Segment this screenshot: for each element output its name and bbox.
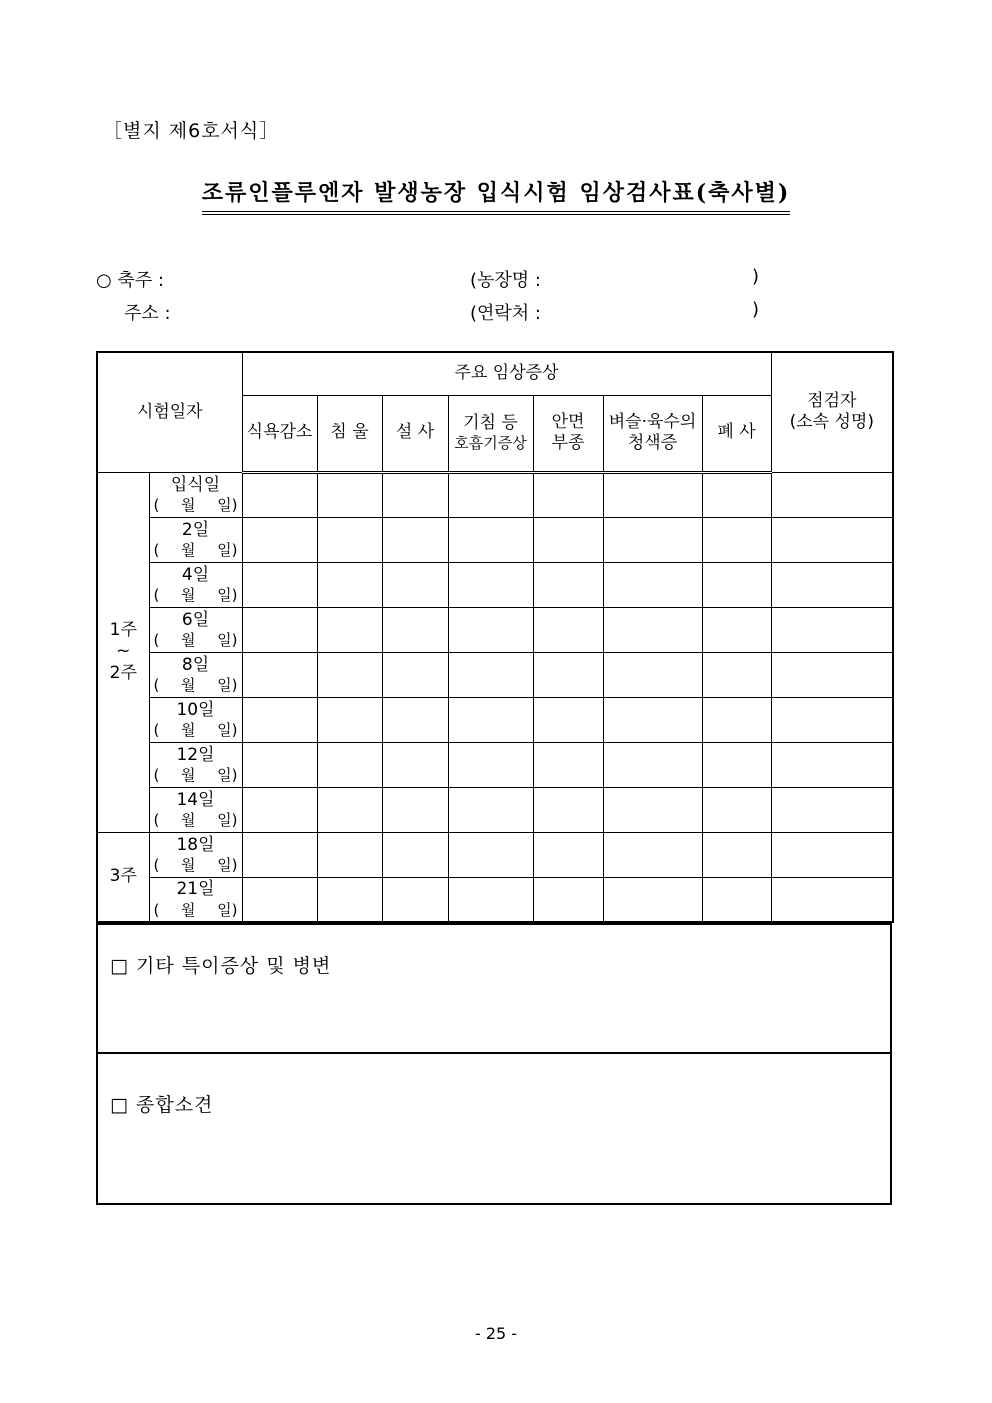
date-day-label: 일) <box>217 720 238 739</box>
entry-cell[interactable] <box>603 607 702 652</box>
symptom-col-label: 청색증 <box>627 433 678 453</box>
entry-cell[interactable] <box>382 652 448 697</box>
entry-cell[interactable] <box>382 517 448 562</box>
entry-cell[interactable] <box>603 697 702 742</box>
day-label: 18일 <box>176 834 215 855</box>
entry-cell[interactable] <box>242 562 317 607</box>
entry-cell[interactable] <box>448 877 533 922</box>
date-day-label: 일) <box>217 630 238 649</box>
entry-cell[interactable] <box>533 652 603 697</box>
entry-cell[interactable] <box>382 877 448 922</box>
day-label: 12일 <box>176 744 215 765</box>
entry-cell[interactable] <box>702 607 771 652</box>
symptom-col-diarrhea <box>382 395 448 472</box>
entry-cell[interactable] <box>771 652 893 697</box>
week-group-label: 2주 <box>109 662 137 683</box>
date-cell <box>149 877 242 922</box>
date-open-paren: ( <box>153 810 160 829</box>
entry-cell[interactable] <box>242 517 317 562</box>
entry-cell[interactable] <box>702 472 771 517</box>
entry-cell[interactable] <box>702 697 771 742</box>
month-day-placeholder <box>150 586 242 605</box>
symptom-col-appetite <box>242 395 317 472</box>
entry-cell[interactable] <box>603 517 702 562</box>
symptom-col-label: 식욕감소 <box>246 422 313 443</box>
date-day-label: 일) <box>217 855 238 874</box>
entry-cell[interactable] <box>771 787 893 832</box>
entry-cell[interactable] <box>382 472 448 517</box>
date-day-label: 일) <box>217 900 238 919</box>
other-symptoms-section <box>96 923 892 1054</box>
week-group-label: ~ <box>116 641 131 662</box>
symptom-col-label: 부종 <box>551 433 585 453</box>
entry-cell[interactable] <box>702 787 771 832</box>
symptoms-header: 주요 임상증상 <box>242 352 771 395</box>
entry-cell[interactable] <box>533 472 603 517</box>
date-cell <box>149 562 242 607</box>
entry-cell[interactable] <box>533 517 603 562</box>
entry-cell[interactable] <box>382 562 448 607</box>
entry-cell[interactable] <box>448 517 533 562</box>
date-open-paren: ( <box>153 585 160 604</box>
week-group-1-2 <box>97 472 149 832</box>
document-title <box>0 176 992 215</box>
entry-cell[interactable] <box>242 607 317 652</box>
symptom-col-facial-edema <box>533 395 603 472</box>
date-cell <box>149 652 242 697</box>
symptom-col-mortality <box>702 395 771 472</box>
entry-cell[interactable] <box>448 472 533 517</box>
entry-cell[interactable] <box>603 562 702 607</box>
other-symptoms-label: □ 기타 특이증상 및 병변 <box>110 955 332 977</box>
date-cell <box>149 607 242 652</box>
table-row <box>97 562 893 607</box>
entry-cell[interactable] <box>317 472 382 517</box>
month-day-placeholder <box>150 676 242 695</box>
inspector-header-line2: (소속 성명) <box>789 412 874 433</box>
farm-name-label: (농장명 : <box>470 270 541 291</box>
entry-cell[interactable] <box>317 562 382 607</box>
entry-cell[interactable] <box>533 697 603 742</box>
date-open-paren: ( <box>153 855 160 874</box>
inspector-header <box>771 352 893 472</box>
month-day-placeholder <box>150 541 242 560</box>
contact-label: (연락처 : <box>470 303 541 324</box>
entry-cell[interactable] <box>771 562 893 607</box>
entry-cell[interactable] <box>771 877 893 922</box>
day-label: 21일 <box>176 879 215 900</box>
month-day-placeholder <box>150 721 242 740</box>
symptom-col-label: 안면 <box>551 411 585 432</box>
date-day-label: 일) <box>217 495 238 514</box>
clinical-inspection-table <box>96 351 894 923</box>
table-row <box>97 877 893 922</box>
day-label: 2일 <box>181 519 210 540</box>
date-open-paren: ( <box>153 765 160 784</box>
entry-cell[interactable] <box>382 742 448 787</box>
entry-cell[interactable] <box>702 832 771 877</box>
symptom-col-respiratory <box>448 395 533 472</box>
day-label: 10일 <box>176 699 215 720</box>
entry-cell[interactable] <box>603 787 702 832</box>
entry-cell[interactable] <box>382 697 448 742</box>
page-number: - 25 - <box>474 1324 518 1343</box>
table-row <box>97 742 893 787</box>
table-row <box>97 607 893 652</box>
date-cell <box>149 472 242 517</box>
date-open-paren: ( <box>153 720 160 739</box>
date-month-label: 월 <box>181 765 196 784</box>
entry-cell[interactable] <box>702 517 771 562</box>
date-open-paren: ( <box>153 495 160 514</box>
entry-cell[interactable] <box>771 832 893 877</box>
month-day-placeholder <box>150 496 242 515</box>
entry-cell[interactable] <box>448 607 533 652</box>
date-day-label: 일) <box>217 540 238 559</box>
date-day-label: 일) <box>217 810 238 829</box>
date-month-label: 월 <box>181 495 196 514</box>
entry-cell[interactable] <box>702 652 771 697</box>
date-month-label: 월 <box>181 540 196 559</box>
entry-cell[interactable] <box>771 607 893 652</box>
entry-cell[interactable] <box>317 697 382 742</box>
day-label: 4일 <box>181 564 210 585</box>
day-label: 8일 <box>181 654 210 675</box>
table-row <box>97 472 893 517</box>
entry-cell[interactable] <box>317 607 382 652</box>
entry-cell[interactable] <box>771 697 893 742</box>
entry-cell[interactable] <box>533 877 603 922</box>
table-row <box>97 517 893 562</box>
date-month-label: 월 <box>181 855 196 874</box>
symptom-col-label: 호흡기증상 <box>454 434 527 453</box>
inspector-header-line1: 점검자 <box>807 391 857 411</box>
table-row <box>97 832 893 877</box>
month-day-placeholder <box>150 901 242 920</box>
symptom-col-depression <box>317 395 382 472</box>
entry-cell[interactable] <box>242 877 317 922</box>
entry-cell[interactable] <box>317 787 382 832</box>
date-day-label: 일) <box>217 585 238 604</box>
table-row <box>97 787 893 832</box>
entry-cell[interactable] <box>603 472 702 517</box>
month-day-placeholder <box>150 631 242 650</box>
entry-cell[interactable] <box>317 742 382 787</box>
document-title-text: 조류인플루엔자 발생농장 입식시험 임상검사표(축사별) <box>202 176 791 215</box>
symptom-col-label: 기침 등 <box>463 413 518 433</box>
day-label: 입식일 <box>170 474 221 495</box>
entry-cell[interactable] <box>603 877 702 922</box>
entry-cell[interactable] <box>533 832 603 877</box>
entry-cell[interactable] <box>448 697 533 742</box>
symptom-col-label: 벼슬·육수의 <box>608 411 697 432</box>
entry-cell[interactable] <box>242 787 317 832</box>
entry-cell[interactable] <box>242 472 317 517</box>
entry-cell[interactable] <box>317 517 382 562</box>
entry-cell[interactable] <box>317 877 382 922</box>
entry-cell[interactable] <box>448 832 533 877</box>
date-month-label: 월 <box>181 810 196 829</box>
overall-opinion-section <box>96 1052 892 1205</box>
entry-cell[interactable] <box>771 472 893 517</box>
date-month-label: 월 <box>181 720 196 739</box>
entry-cell[interactable] <box>603 832 702 877</box>
entry-cell[interactable] <box>771 517 893 562</box>
date-cell <box>149 742 242 787</box>
symptom-col-label: 설 사 <box>395 422 435 443</box>
month-day-placeholder <box>150 856 242 875</box>
entry-cell[interactable] <box>702 742 771 787</box>
entry-cell[interactable] <box>702 877 771 922</box>
contact-close-paren: ) <box>752 299 760 320</box>
form-label: ［별지 제6호서식］ <box>103 120 280 142</box>
month-day-placeholder <box>150 766 242 785</box>
address-label: 주소 : <box>124 303 171 324</box>
date-cell <box>149 787 242 832</box>
entry-cell[interactable] <box>702 562 771 607</box>
date-rows <box>97 472 893 922</box>
entry-cell[interactable] <box>242 697 317 742</box>
entry-cell[interactable] <box>533 562 603 607</box>
entry-cell[interactable] <box>242 832 317 877</box>
symptom-col-label: 폐 사 <box>717 422 756 443</box>
entry-cell[interactable] <box>603 742 702 787</box>
date-open-paren: ( <box>153 540 160 559</box>
entry-cell[interactable] <box>533 607 603 652</box>
date-month-label: 월 <box>181 675 196 694</box>
week-group-label: 1주 <box>109 620 137 641</box>
date-cell <box>149 697 242 742</box>
entry-cell[interactable] <box>382 832 448 877</box>
entry-cell[interactable] <box>448 787 533 832</box>
date-cell <box>149 517 242 562</box>
owner-label: ○ 축주 : <box>96 270 164 291</box>
date-cell <box>149 832 242 877</box>
entry-cell[interactable] <box>382 787 448 832</box>
date-day-label: 일) <box>217 675 238 694</box>
entry-cell[interactable] <box>448 562 533 607</box>
date-month-label: 월 <box>181 585 196 604</box>
month-day-placeholder <box>150 811 242 830</box>
date-open-paren: ( <box>153 675 160 694</box>
symptom-col-cyanosis <box>603 395 702 472</box>
entry-cell[interactable] <box>317 652 382 697</box>
entry-cell[interactable] <box>603 652 702 697</box>
overall-opinion-label: □ 종합소견 <box>110 1094 214 1116</box>
table-row <box>97 652 893 697</box>
entry-cell[interactable] <box>382 607 448 652</box>
table-row <box>97 697 893 742</box>
entry-cell[interactable] <box>533 787 603 832</box>
farm-name-close-paren: ) <box>752 266 760 287</box>
entry-cell[interactable] <box>317 832 382 877</box>
date-open-paren: ( <box>153 900 160 919</box>
entry-cell[interactable] <box>448 652 533 697</box>
entry-cell[interactable] <box>242 652 317 697</box>
entry-cell[interactable] <box>533 742 603 787</box>
symptom-col-label: 침 울 <box>330 422 369 443</box>
date-month-label: 월 <box>181 900 196 919</box>
entry-cell[interactable] <box>242 742 317 787</box>
date-day-label: 일) <box>217 765 238 784</box>
test-date-header: 시험일자 <box>97 352 242 472</box>
date-month-label: 월 <box>181 630 196 649</box>
entry-cell[interactable] <box>448 742 533 787</box>
date-open-paren: ( <box>153 630 160 649</box>
week-group-3: 3주 <box>97 832 149 922</box>
entry-cell[interactable] <box>771 742 893 787</box>
day-label: 14일 <box>176 789 215 810</box>
day-label: 6일 <box>181 609 210 630</box>
